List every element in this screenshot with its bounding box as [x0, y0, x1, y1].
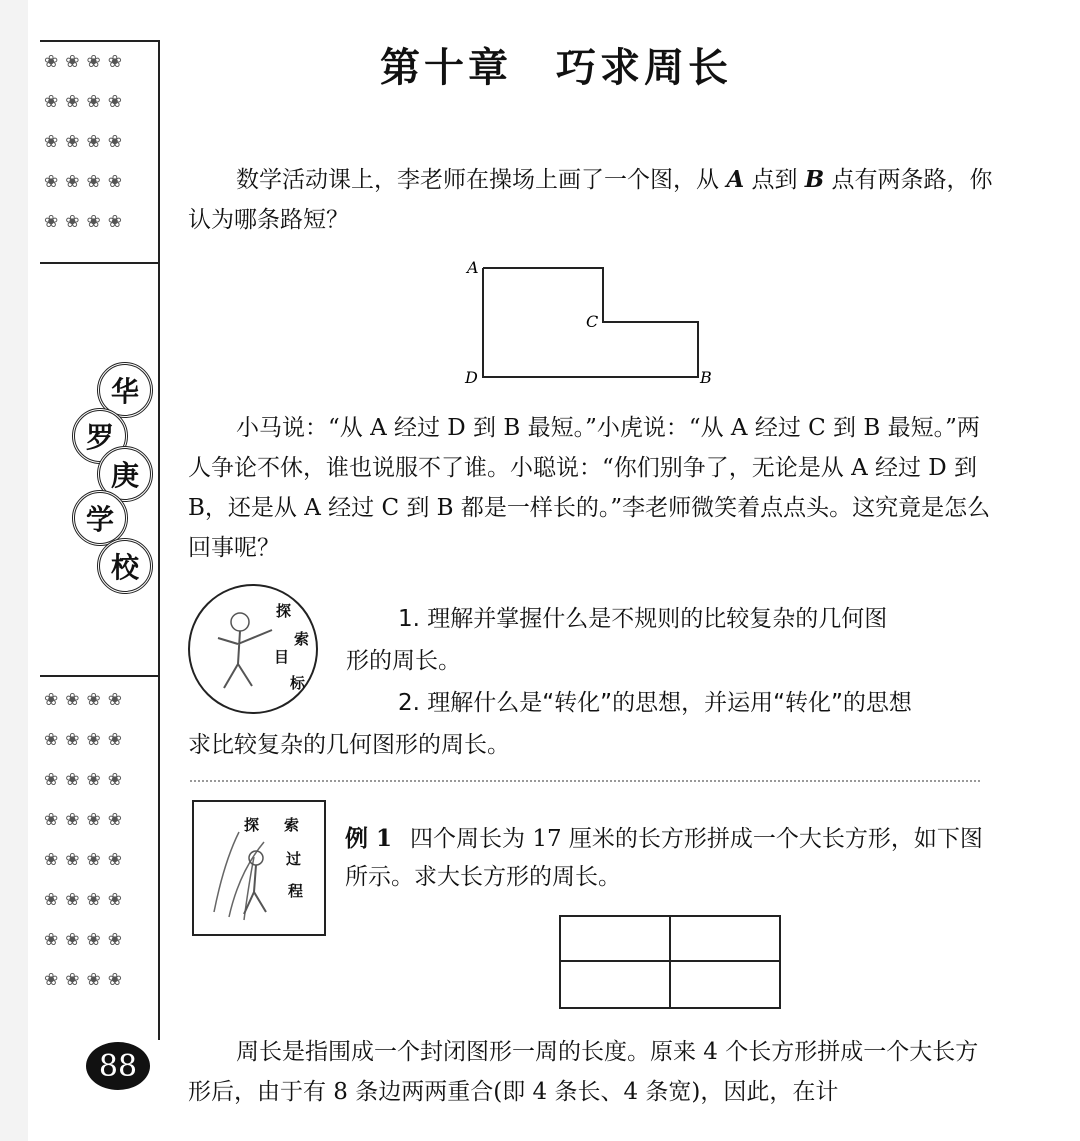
ornament-row: ❀❀❀❀ — [44, 132, 129, 152]
section-divider — [190, 780, 980, 782]
label-b: B — [700, 368, 712, 387]
school-badge: 校 — [97, 538, 153, 594]
goal-badge-char: 探 — [276, 602, 292, 620]
label-d: D — [465, 368, 478, 387]
ornament-row: ❀❀❀❀ — [44, 690, 129, 710]
intro-paragraph: 数学活动课上，李老师在操场上画了一个图，从 A 点到 B 点有两条路，你认为哪条路短？ — [188, 166, 993, 233]
process-badge-char: 程 — [288, 882, 304, 900]
process-badge-char: 探 — [244, 816, 260, 834]
ornament-row: ❀❀❀❀ — [44, 730, 129, 750]
goal-1-line-2: 形的周长。 — [346, 648, 461, 674]
ornament-row: ❀❀❀❀ — [44, 770, 129, 790]
example-1 — [345, 820, 995, 896]
goal-badge-char: 索 — [294, 630, 310, 648]
label-a: A — [467, 258, 479, 277]
figure-divider-vertical — [669, 917, 671, 1007]
page-number: 88 — [86, 1042, 150, 1090]
school-badge: 庚 — [97, 446, 153, 502]
chapter-title: 第十章 巧求周长 — [380, 45, 732, 91]
ornament-row: ❀❀❀❀ — [44, 810, 129, 830]
rectangles-figure — [559, 915, 781, 1009]
example-text: 四个周长为 17 厘米的长方形拼成一个大长方形，如下图所示。求大长方形的周长。 — [345, 826, 983, 890]
goal-2-line-2: 求比较复杂的几何图形的周长。 — [188, 732, 510, 758]
process-badge-char: 过 — [286, 850, 302, 868]
ornament-row: ❀❀❀❀ — [44, 930, 129, 950]
ornament-row: ❀❀❀❀ — [44, 172, 129, 192]
school-badge: 罗 — [72, 408, 128, 464]
school-badge: 华 — [97, 362, 153, 418]
ornament-row: ❀❀❀❀ — [44, 92, 129, 112]
school-badge: 学 — [72, 490, 128, 546]
explanation-paragraph: 周长是指围成一个封闭图形一周的长度。原来 4 个长方形拼成一个大长方形后，由于有 8 条边两两重合(即 4 条长、4 条宽)，因此，在计 — [188, 1039, 979, 1105]
goal-badge-char: 目 — [274, 648, 290, 666]
ornament-row: ❀❀❀❀ — [44, 890, 129, 910]
path-figure — [455, 255, 725, 390]
dialog-paragraph: 小马说：“从 A 经过 D 到 B 最短。”小虎说：“从 A 经过 C 到 B 最短。”两人争论不休，谁也说服不了谁。小聪说：“你们别争了，无论是从 A 经过 D 到 B，还是从 A 经过 C 到 B 都是一样长的。”李老师微笑着点点头。这究竟是怎么回事呢？ — [188, 415, 991, 561]
goal-2-line-1: 2. 理解什么是“转化”的思想，并运用“转化”的思想 — [398, 690, 912, 716]
label-c: C — [586, 312, 599, 331]
process-badge-char: 索 — [284, 816, 300, 834]
goal-badge-char: 标 — [290, 674, 306, 692]
goal-1-line-1: 1. 理解并掌握什么是不规则的比较复杂的几何图 — [398, 606, 888, 632]
ornament-row: ❀❀❀❀ — [44, 212, 129, 232]
ornament-row: ❀❀❀❀ — [44, 850, 129, 870]
example-label: 例 1 — [345, 825, 393, 852]
ornament-row: ❀❀❀❀ — [44, 52, 129, 72]
page-gutter-shadow — [0, 0, 28, 1141]
explore-process-badge — [192, 800, 326, 936]
ornament-row: ❀❀❀❀ — [44, 970, 129, 990]
explore-goals-text — [188, 598, 993, 766]
